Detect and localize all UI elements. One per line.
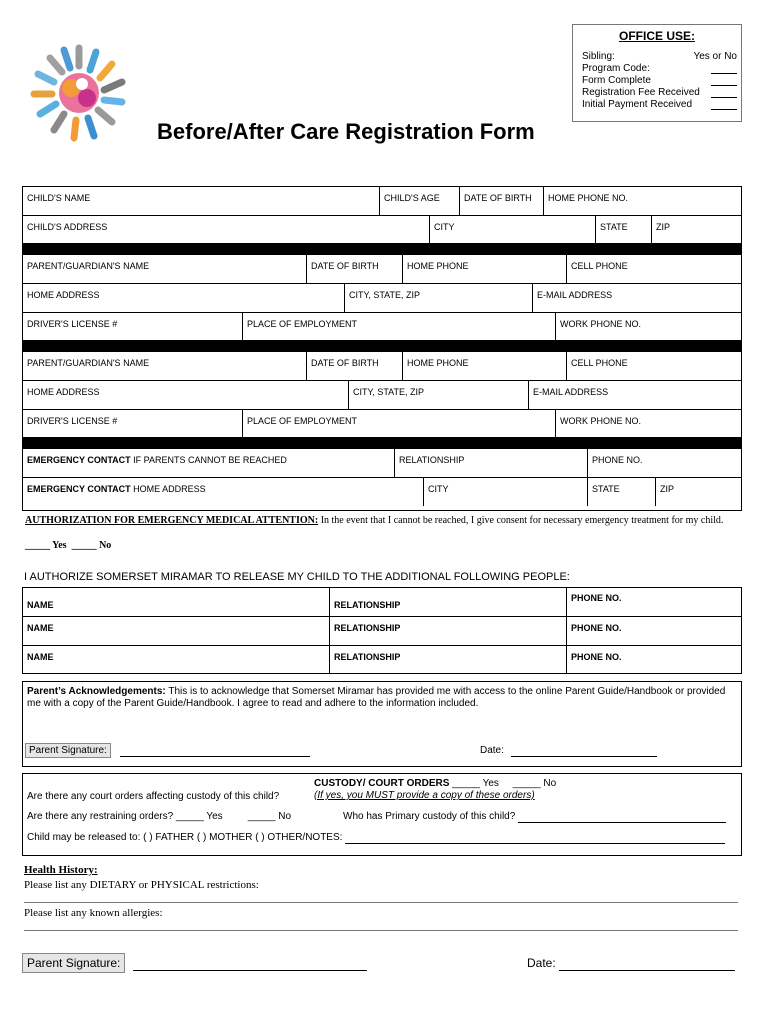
parent2-home-phone-cell[interactable] [402, 352, 566, 380]
child-home-phone-cell[interactable] [543, 187, 741, 215]
release-relationship-cell[interactable] [329, 588, 566, 616]
parent1-dob-label: DATE OF BIRTH [311, 261, 379, 271]
parent2-dob-label: DATE OF BIRTH [311, 358, 379, 368]
parent2-address-cell[interactable] [23, 381, 348, 409]
release-table [22, 587, 742, 674]
parent2-license-cell[interactable] [23, 410, 242, 437]
copy-orders-note: (If yes, you MUST provide a copy of these orders) [314, 790, 535, 801]
release-row [23, 646, 741, 673]
parent2-work-phone-cell[interactable] [555, 410, 741, 437]
released-to-row [27, 832, 725, 844]
office-form-complete: Form Complete [582, 75, 651, 86]
office-blank[interactable] [711, 97, 737, 98]
parent2-name-label: PARENT/GUARDIAN'S NAME [27, 358, 150, 368]
parent2-cell-phone-label: CELL PHONE [571, 358, 628, 368]
restraining-yes[interactable]: Are there any restraining orders? _____ Yes [27, 811, 223, 822]
office-registration-fee: Registration Fee Received [582, 87, 700, 98]
parent1-row-2 [23, 284, 741, 313]
office-sibling: Sibling: [582, 51, 615, 62]
authorization-body: In the event that I cannot be reached, I give consent for necessary emergency treatment for my child. [318, 515, 724, 526]
child-dob-cell[interactable] [459, 187, 543, 215]
child-city-cell[interactable] [429, 216, 595, 243]
emergency-address-bold: EMERGENCY CONTACT [27, 484, 131, 494]
child-row-1 [23, 187, 741, 216]
authorization-yes-no [25, 540, 111, 551]
release-relationship-label: RELATIONSHIP [334, 623, 401, 633]
final-signature-row [22, 953, 367, 973]
dietary-label: Please list any DIETARY or PHYSICAL restrictions: [24, 879, 259, 891]
authorization-heading: AUTHORIZATION FOR EMERGENCY MEDICAL ATTENTION: [25, 515, 319, 526]
office-yes-or-no: Yes or No [693, 51, 737, 62]
parent1-cell-phone-label: CELL PHONE [571, 261, 628, 271]
release-name-label: NAME [27, 623, 54, 633]
child-home-phone-label: HOME PHONE NO. [548, 193, 629, 203]
emergency-address-label [27, 484, 206, 495]
acknowledgement-box [22, 681, 742, 767]
parent2-email-label: E-MAIL ADDRESS [533, 387, 609, 397]
release-phone-label: PHONE NO. [571, 623, 622, 633]
child-age-label: CHILD'S AGE [384, 193, 440, 203]
child-row-2 [23, 216, 741, 244]
parent2-name-cell[interactable] [23, 352, 306, 380]
release-relationship-label: RELATIONSHIP [334, 652, 401, 662]
release-phone-cell[interactable] [566, 588, 741, 616]
emergency-state-label: STATE [592, 484, 620, 494]
emergency-zip-cell[interactable] [655, 478, 741, 506]
parent1-employment-label: PLACE OF EMPLOYMENT [247, 319, 358, 329]
parent1-home-phone-cell[interactable] [402, 255, 566, 283]
release-name-label: NAME [27, 600, 54, 610]
form-title: Before/After Care Registration Form [157, 119, 535, 144]
acknowledgement-body: This is to acknowledge that Somerset Miramar has provided me with access to the online Parent Guide/Handbook or provided me with a copy of the Parent Guide/Handbook. I agree to read and adhere to the information included. [27, 686, 726, 709]
section-divider [23, 341, 741, 352]
release-row [23, 617, 741, 646]
allergies-label: Please list any known allergies: [24, 907, 163, 919]
emergency-address-rest: HOME ADDRESS [130, 484, 206, 494]
office-blank[interactable] [711, 73, 737, 74]
emergency-phone-label: PHONE NO. [592, 455, 643, 465]
custody-heading: CUSTODY/ COURT ORDERS [314, 778, 450, 789]
emergency-address-cell[interactable] [23, 478, 423, 506]
dietary-line[interactable] [24, 902, 738, 903]
emergency-city-label: CITY [428, 484, 449, 494]
parent2-email-cell[interactable] [528, 381, 741, 409]
parent2-home-phone-label: HOME PHONE [407, 358, 469, 368]
parent1-row-1 [23, 255, 741, 284]
office-initial-payment: Initial Payment Received [582, 99, 693, 110]
emergency-phone-cell[interactable] [587, 449, 741, 477]
parent2-row-1 [23, 352, 741, 381]
parent1-home-phone-label: HOME PHONE [407, 261, 469, 271]
parent2-city-cell[interactable] [348, 381, 528, 409]
parent1-address-label: HOME ADDRESS [27, 290, 100, 300]
final-date-row [527, 956, 735, 971]
parent2-employment-label: PLACE OF EMPLOYMENT [247, 416, 358, 426]
acknowledgement-date-row [480, 745, 657, 757]
parent1-employment-cell[interactable] [242, 313, 555, 340]
release-name-label: NAME [27, 652, 54, 662]
parent1-email-label: E-MAIL ADDRESS [537, 290, 613, 300]
final-signature-label: Parent Signature: [22, 953, 125, 973]
parent2-row-2 [23, 381, 741, 410]
parent2-cell-phone-cell[interactable] [566, 352, 741, 380]
acknowledgement-text [27, 686, 727, 710]
parent-signature-line[interactable] [120, 745, 310, 757]
release-relationship-cell[interactable] [329, 617, 566, 645]
emergency-relationship-cell[interactable] [394, 449, 587, 477]
office-use-box [572, 24, 742, 122]
release-relationship-cell[interactable] [329, 646, 566, 673]
final-signature-line[interactable] [133, 956, 367, 971]
parent1-dob-cell[interactable] [306, 255, 402, 283]
office-blank[interactable] [711, 85, 737, 86]
allergies-line[interactable] [24, 930, 738, 931]
emergency-contact-cell[interactable] [23, 449, 394, 477]
parent2-employment-cell[interactable] [242, 410, 555, 437]
emergency-zip-label: ZIP [660, 484, 675, 494]
release-phone-label: PHONE NO. [571, 593, 622, 603]
parent1-work-phone-cell[interactable] [555, 313, 741, 340]
parent1-city-label: CITY, STATE, ZIP [349, 290, 421, 300]
restraining-no[interactable]: _____ No [247, 811, 292, 822]
parent-signature-label: Parent Signature: [25, 743, 111, 758]
custody-box [22, 773, 742, 856]
child-dob-label: DATE OF BIRTH [464, 193, 532, 203]
parent1-email-cell[interactable] [532, 284, 741, 312]
release-phone-label: PHONE NO. [571, 652, 622, 662]
emergency-contact-label [27, 455, 287, 466]
emergency-row-1 [23, 449, 741, 478]
release-phone-cell[interactable] [566, 617, 741, 645]
office-use-title: OFFICE USE: [618, 29, 695, 43]
section-divider [23, 244, 741, 255]
release-name-cell[interactable] [23, 617, 329, 645]
primary-custody-row [343, 811, 726, 823]
parent1-row-3 [23, 313, 741, 341]
authorization-no[interactable]: _____ No [71, 540, 112, 551]
custody-yes[interactable]: _____ Yes [449, 778, 499, 789]
custody-heading-row [314, 778, 556, 789]
parent1-name-cell[interactable] [23, 255, 306, 283]
emergency-contact-bold: EMERGENCY CONTACT [27, 455, 131, 465]
release-name-cell[interactable] [23, 588, 329, 616]
parent2-address-label: HOME ADDRESS [27, 387, 100, 397]
release-relationship-label: RELATIONSHIP [334, 600, 401, 610]
parent1-work-phone-label: WORK PHONE NO. [560, 319, 642, 329]
child-name-label: CHILD'S NAME [27, 193, 91, 203]
acknowledgement-date-label: Date: [480, 745, 504, 756]
acknowledgement-signature-row [25, 743, 310, 758]
final-date-line[interactable] [559, 956, 735, 971]
parent2-dob-cell[interactable] [306, 352, 402, 380]
parent1-cell-phone-cell[interactable] [566, 255, 741, 283]
child-age-cell[interactable] [379, 187, 459, 215]
court-orders-question: Are there any court orders affecting custody of this child? [27, 791, 280, 802]
parent1-name-label: PARENT/GUARDIAN'S NAME [27, 261, 150, 271]
restraining-orders-row [27, 811, 291, 822]
release-row [23, 588, 741, 617]
office-program-code: Program Code: [582, 63, 650, 74]
parent1-license-label: DRIVER'S LICENSE # [27, 319, 118, 329]
emergency-state-cell[interactable] [587, 478, 655, 506]
child-address-label: CHILD'S ADDRESS [27, 222, 108, 232]
child-state-cell[interactable] [595, 216, 651, 243]
release-phone-cell[interactable] [566, 646, 741, 673]
parent2-city-label: CITY, STATE, ZIP [353, 387, 425, 397]
parent1-address-cell[interactable] [23, 284, 344, 312]
emergency-contact-rest: IF PARENTS CANNOT BE REACHED [130, 455, 287, 465]
release-name-cell[interactable] [23, 646, 329, 673]
parent2-work-phone-label: WORK PHONE NO. [560, 416, 642, 426]
emergency-relationship-label: RELATIONSHIP [399, 455, 465, 465]
acknowledgement-date-line[interactable] [511, 745, 657, 757]
child-name-cell[interactable] [23, 187, 379, 215]
final-date-label: Date: [527, 956, 556, 970]
office-blank[interactable] [711, 109, 737, 110]
parent2-license-label: DRIVER'S LICENSE # [27, 416, 118, 426]
parent1-city-cell[interactable] [344, 284, 532, 312]
primary-custody-label: Who has Primary custody of this child? [343, 811, 516, 822]
released-to-line[interactable] [345, 832, 725, 844]
registration-table [22, 186, 742, 511]
logo [24, 38, 134, 148]
emergency-row-2 [23, 478, 741, 506]
released-to-label: Child may be released to: ( ) FATHER ( ) MOTHER ( ) OTHER/NOTES: [27, 832, 343, 843]
child-state-label: STATE [600, 222, 628, 232]
child-zip-label: ZIP [656, 222, 671, 232]
child-city-label: CITY [434, 222, 455, 232]
acknowledgement-heading: Parent’s Acknowledgements: [27, 686, 166, 697]
authorization-text [25, 515, 723, 526]
primary-custody-line[interactable] [518, 811, 726, 823]
authorization-yes[interactable]: _____ Yes [25, 540, 67, 551]
custody-no[interactable]: _____ No [512, 778, 557, 789]
parent1-license-cell[interactable] [23, 313, 242, 340]
section-divider [23, 438, 741, 449]
child-address-cell[interactable] [23, 216, 429, 243]
parent2-row-3 [23, 410, 741, 438]
child-zip-cell[interactable] [651, 216, 741, 243]
health-history-heading: Health History: [24, 864, 98, 876]
release-heading: I AUTHORIZE SOMERSET MIRAMAR TO RELEASE MY CHILD TO THE ADDITIONAL FOLLOWING PEOPLE: [24, 571, 570, 583]
emergency-city-cell[interactable] [423, 478, 587, 506]
